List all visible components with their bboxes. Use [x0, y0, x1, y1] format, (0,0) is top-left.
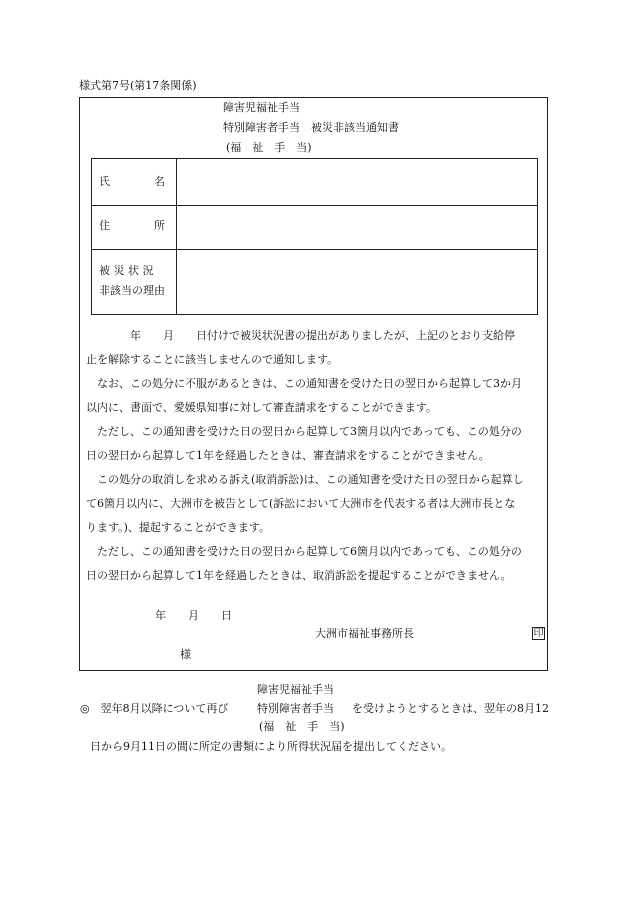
form-number: 様式第7号(第17条関係) — [79, 79, 197, 92]
reason-label-line-1: 被 災 状 況 — [99, 264, 154, 277]
footnote-line-2-mid: 特別障害者手当 — [257, 702, 334, 715]
name-value[interactable] — [177, 159, 537, 205]
body-p1-line1: 年 月 日付けで被災状況書の提出がありましたが、上記のとおり支給停 — [86, 329, 515, 342]
title-line-2: 特別障害者手当 被災非該当通知書 — [223, 121, 399, 134]
addressee-suffix: 様 — [180, 648, 191, 661]
field-table — [91, 158, 538, 315]
reason-label-line-2: 非該当の理由 — [99, 284, 165, 297]
date-line: 年 月 日 — [155, 609, 232, 622]
issuer: 大洲市福祉事務所長 — [315, 627, 414, 640]
body-p2-line2: 以内に、書面で、愛媛県知事に対して審査請求をすることができます。 — [86, 401, 437, 414]
body-p3-line1: ただし、この通知書を受けた日の翌日から起算して3箇月以内であっても、この処分の — [86, 425, 522, 438]
body-p1-line2: 止を解除することに該当しませんので通知します。 — [86, 353, 339, 366]
name-label: 氏 名 — [99, 175, 165, 188]
body-p4-line1: この処分の取消しを求める訴え(取消訴訟)は、この通知書を受けた日の翌日から起算し — [86, 473, 524, 486]
body-p5-line2: 日の翌日から起算して1年を経過したときは、取消訴訟を提起することができません。 — [86, 569, 512, 582]
footnote-line-4: 日から9月11日の間に所定の書類により所得状況届を提出してください。 — [90, 740, 452, 753]
body-p3-line2: 日の翌日から起算して1年を経過したときは、審査請求をすることができません。 — [86, 449, 490, 462]
title-line-1: 障害児福祉手当 — [223, 101, 300, 114]
address-label: 住 所 — [99, 219, 165, 232]
address-value[interactable] — [177, 206, 537, 249]
body-p2-line1: なお、この処分に不服があるときは、この通知書を受けた日の翌日から起算して3か月 — [86, 377, 522, 390]
title-line-3: (福 祉 手 当) — [226, 141, 312, 154]
footnote-title-line-1: 障害児福祉手当 — [257, 683, 334, 696]
seal-mark: 印 — [533, 628, 544, 639]
footnote-line-2-prefix: ◎ 翌年8月以降について再び — [80, 702, 229, 715]
footnote-title-line-3: (福 祉 手 当) — [259, 720, 345, 733]
reason-value[interactable] — [177, 250, 537, 314]
body-p4-line2: て6箇月以内に、大洲市を被告として(訴訟において大洲市を代表する者は大洲市長とな — [86, 497, 516, 510]
body-p5-line1: ただし、この通知書を受けた日の翌日から起算して6箇月以内であっても、この処分の — [86, 545, 522, 558]
footnote-line-2-suffix: を受けようとするときは、翌年の8月12 — [352, 702, 549, 715]
body-p4-line3: ります。)、提起することができます。 — [86, 521, 271, 534]
